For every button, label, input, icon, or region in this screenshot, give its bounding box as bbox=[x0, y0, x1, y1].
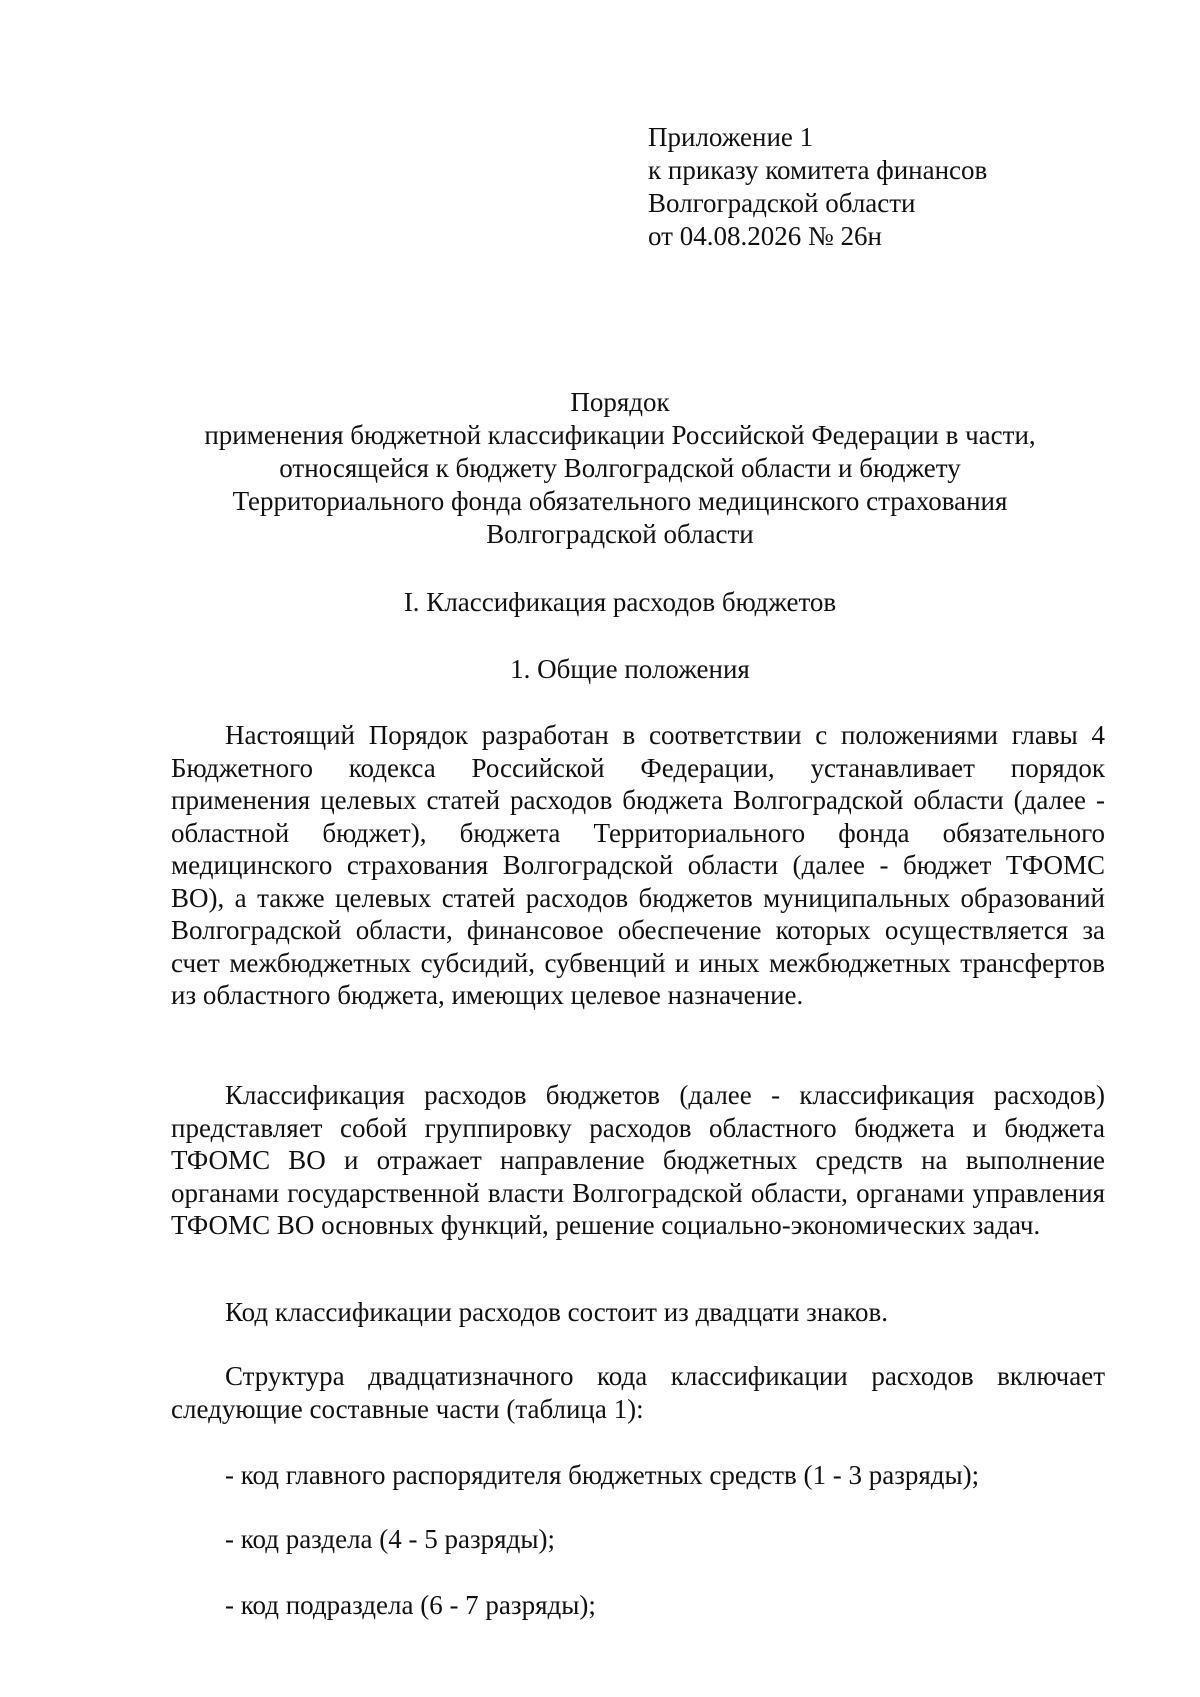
section-heading: I. Классификация расходов бюджетов bbox=[403, 587, 837, 617]
appendix-line: Волгоградской области bbox=[648, 188, 916, 218]
list-item: - код подраздела (6 - 7 разряды); bbox=[225, 1590, 596, 1620]
title-line: относящейся к бюджету Волгоградской области и бюджету bbox=[279, 453, 961, 483]
title-line: Волгоградской области bbox=[486, 519, 754, 549]
title-line: Территориального фонда обязательного медицинского страхования bbox=[232, 486, 1008, 516]
paragraph: Структура двадцатизначного кода классификации расходов включает следующие составные части (таблица 1): bbox=[171, 1361, 1105, 1424]
document-title bbox=[150, 386, 1090, 551]
title-line: Порядок bbox=[570, 387, 670, 417]
appendix-line: от 04.08.2026 № 26н bbox=[648, 221, 882, 251]
appendix-block bbox=[648, 121, 987, 253]
list-item: - код главного распорядителя бюджетных средств (1 - 3 разряды); bbox=[225, 1460, 980, 1490]
title-line: применения бюджетной классификации Российской Федерации в части, bbox=[204, 420, 1036, 450]
subsection-heading: 1. Общие положения bbox=[510, 654, 750, 684]
paragraph: Настоящий Порядок разработан в соответствии с положениями главы 4 Бюджетного кодекса Российской Федерации, устанавливает порядок применения целевых статей расходов бюджета Волгоградской области (далее - областной бюджет), бюджета Территориального фонда обязательного медицинского страхования Волгоградской области (далее - бюджет ТФОМС ВО), а также целевых статей расходов бюджетов муниципальных образований Волгоградской области, финансовое обеспечение которых осуществляется за счет межбюджетных субсидий, субвенций и иных межбюджетных трансфертов из областного бюджета, имеющих целевое назначение. bbox=[171, 720, 1105, 1010]
paragraph: Код классификации расходов состоит из двадцати знаков. bbox=[225, 1297, 889, 1327]
paragraph: Классификация расходов бюджетов (далее - классификация расходов) представляет собой группировку расходов областного бюджета и бюджета ТФОМС ВО и отражает направление бюджетных средств на выполнение органами государственной власти Волгоградской области, органами управления ТФОМС ВО основных функций, решение социально-экономических задач. bbox=[171, 1080, 1105, 1240]
list-item: - код раздела (4 - 5 разряды); bbox=[225, 1524, 555, 1554]
appendix-line: к приказу комитета финансов bbox=[648, 155, 988, 185]
appendix-line: Приложение 1 bbox=[648, 122, 814, 152]
